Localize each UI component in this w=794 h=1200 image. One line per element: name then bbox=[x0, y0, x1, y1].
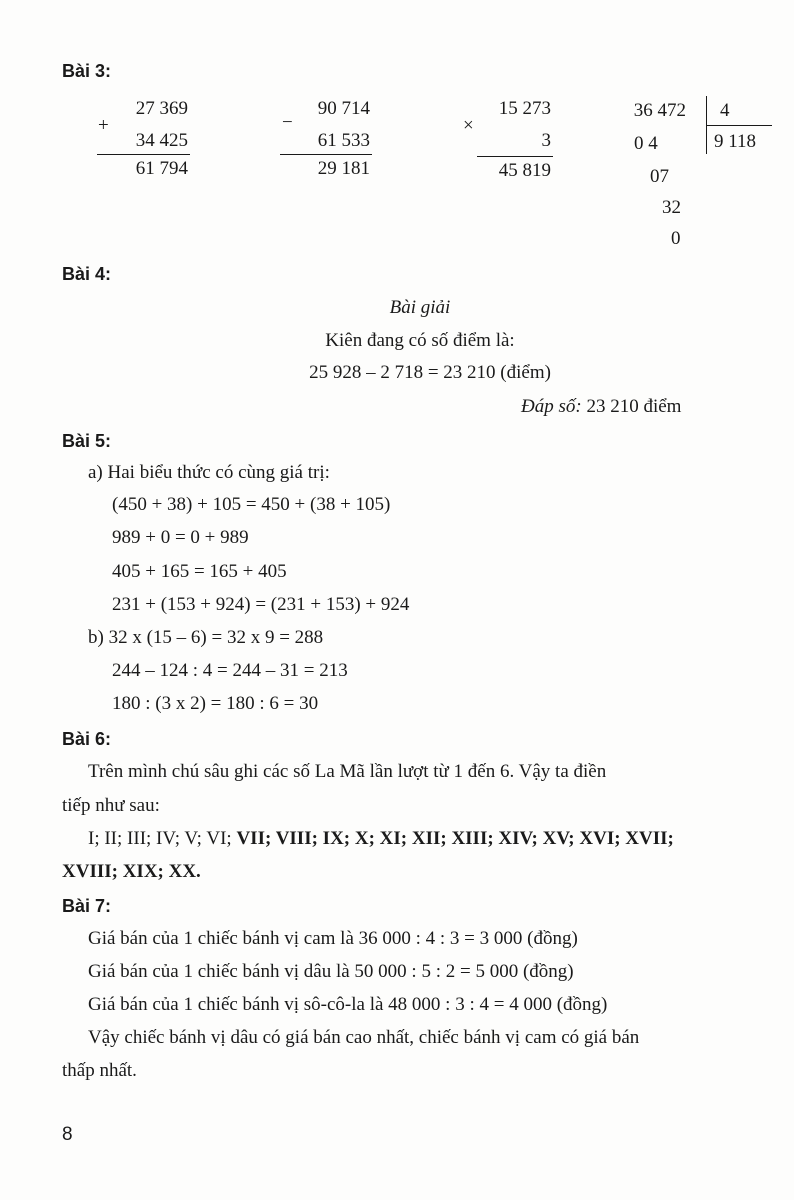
expression-line: 989 + 0 = 0 + 989 bbox=[112, 527, 249, 548]
filled-numerals-continued: XVIII; XIX; XX. bbox=[62, 861, 201, 882]
div-horizontal-rule bbox=[706, 125, 772, 126]
expression-line: 231 + (153 + 924) = (231 + 153) + 924 bbox=[112, 594, 410, 615]
plus-sign: + bbox=[98, 115, 109, 136]
bai5-heading: Bài 5: bbox=[62, 431, 112, 451]
div-step: 07 bbox=[650, 166, 669, 187]
expression-line: (450 + 38) + 105 = 450 + (38 + 105) bbox=[112, 494, 391, 515]
expression-line: 405 + 165 = 165 + 405 bbox=[112, 561, 287, 582]
bai7-line: thấp nhất. bbox=[62, 1060, 137, 1081]
answer-label: Đáp số: bbox=[521, 396, 582, 417]
mul-operand-b: 3 bbox=[541, 130, 551, 151]
bai4-heading: Bài 4: bbox=[62, 264, 112, 284]
bai7-line: Giá bán của 1 chiếc bánh vị dâu là 50 000 : 5 : 2 = 5 000 (đồng) bbox=[88, 961, 574, 982]
bai4-answer bbox=[521, 396, 681, 418]
expression-line: b) 32 x (15 – 6) = 32 x 9 = 288 bbox=[88, 627, 324, 648]
div-dividend: 36 472 bbox=[633, 100, 686, 121]
filled-numerals: VII; VIII; IX; X; XI; XII; XIII; XIV; XV; XVI; XVII; bbox=[236, 828, 674, 849]
bai7-line: Vậy chiếc bánh vị dâu có giá bán cao nhất, chiếc bánh vị cam có giá bán bbox=[88, 1027, 640, 1048]
div-step: 32 bbox=[662, 197, 681, 218]
bai6-heading: Bài 6: bbox=[62, 729, 112, 749]
expression-line: 180 : (3 x 2) = 180 : 6 = 30 bbox=[112, 693, 319, 714]
solution-title: Bài giải bbox=[389, 297, 451, 318]
bai3-heading: Bài 3: bbox=[62, 61, 112, 81]
bai4-calculation: 25 928 – 2 718 = 23 210 (điểm) bbox=[309, 362, 551, 383]
answer-value: 23 210 điểm bbox=[581, 396, 682, 417]
add-rule bbox=[97, 154, 190, 155]
mul-operand-a: 15 273 bbox=[498, 98, 551, 119]
bai7-line: Giá bán của 1 chiếc bánh vị cam là 36 000 : 4 : 3 = 3 000 (đồng) bbox=[88, 928, 578, 949]
page-number: 8 bbox=[62, 1124, 73, 1145]
mul-rule bbox=[477, 156, 553, 157]
minus-sign: − bbox=[282, 112, 293, 133]
div-step: 0 bbox=[671, 228, 681, 249]
bai7-line: Giá bán của 1 chiếc bánh vị sô-cô-la là 48 000 : 3 : 4 = 4 000 (đồng) bbox=[88, 994, 608, 1015]
sub-result: 29 181 bbox=[317, 158, 370, 179]
add-operand-a: 27 369 bbox=[135, 98, 188, 119]
bai4-statement: Kiên đang có số điểm là: bbox=[325, 330, 515, 351]
roman-numerals-line bbox=[88, 828, 674, 850]
div-quotient: 9 118 bbox=[714, 131, 757, 152]
add-result: 61 794 bbox=[135, 158, 188, 179]
sub-operand-b: 61 533 bbox=[317, 130, 370, 151]
sub-operand-a: 90 714 bbox=[317, 98, 370, 119]
div-step: 0 4 bbox=[634, 133, 658, 154]
bai5-part-a-label: a) Hai biểu thức có cùng giá trị: bbox=[88, 462, 330, 483]
expression-line: 244 – 124 : 4 = 244 – 31 = 213 bbox=[112, 660, 348, 681]
sub-rule bbox=[280, 154, 372, 155]
add-operand-b: 34 425 bbox=[135, 130, 188, 151]
div-divisor: 4 bbox=[720, 100, 730, 121]
times-sign: × bbox=[463, 115, 474, 136]
given-numerals: I; II; III; IV; V; VI; bbox=[88, 828, 237, 849]
mul-result: 45 819 bbox=[498, 160, 551, 181]
bai6-text: Trên mình chú sâu ghi các số La Mã lần lượt từ 1 đến 6. Vậy ta điền bbox=[88, 761, 607, 782]
bai7-heading: Bài 7: bbox=[62, 896, 112, 916]
bai6-text: tiếp như sau: bbox=[62, 795, 160, 816]
